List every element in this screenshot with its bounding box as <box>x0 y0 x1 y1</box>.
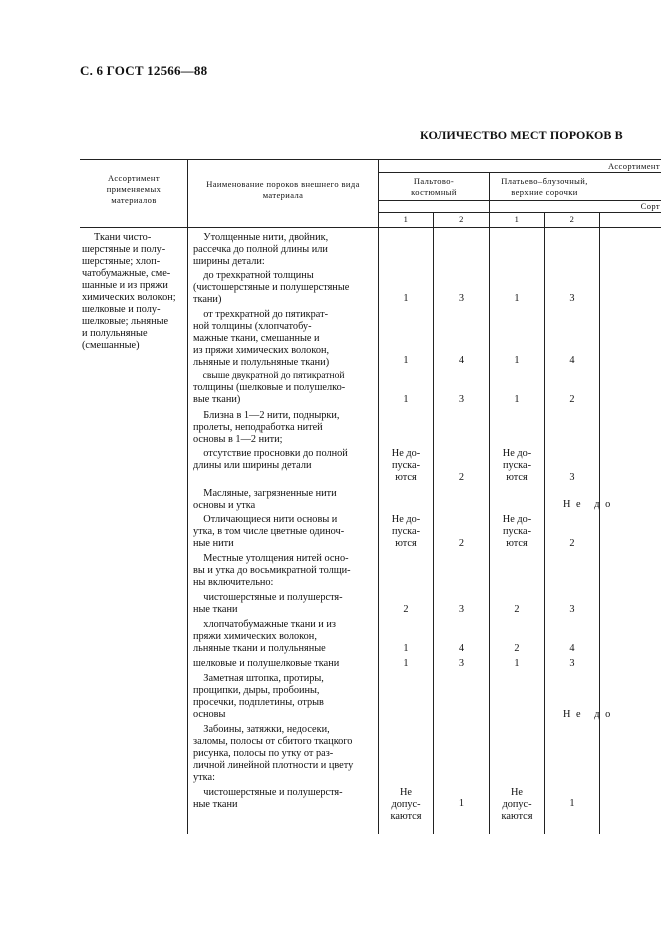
value-r8-c3: 1 <box>514 658 520 669</box>
head-assortment: Ассортимент <box>608 161 660 171</box>
head-grade-1a: 1 <box>403 214 409 224</box>
value-r4-c4: 3 <box>569 472 575 483</box>
value-r8-c2: 3 <box>458 658 465 669</box>
col-divider-1 <box>187 159 188 834</box>
value-r2-c4: 4 <box>569 355 575 366</box>
value-oily-not-allowed: Н е д о <box>563 499 612 510</box>
defect-triple-thickness: до трехкратной толщины (чистошерстяные и полушерстяные ткани) <box>193 270 350 305</box>
page-header: С. 6 ГОСТ 12566—88 <box>80 63 208 78</box>
table-top-rule <box>80 159 661 160</box>
head-grade-1b: 1 <box>514 214 520 224</box>
value-r4-c1: Не до- пуска- ются <box>391 448 421 483</box>
col-divider-2 <box>378 159 379 834</box>
value-r9-c3: Не допус- каются <box>501 787 533 822</box>
value-r2-c2: 4 <box>458 355 465 366</box>
value-r9-c1: Не допус- каются <box>390 787 422 822</box>
value-r6-c3: 2 <box>514 604 520 615</box>
defect-darn: Заметная штопка, протиры, прощипки, дыры, пробоины, просечки, подплетины, отрыв основы <box>193 673 324 720</box>
value-r1-c1: 1 <box>403 293 409 304</box>
value-r1-c4: 3 <box>569 293 575 304</box>
defect-silk-thickness: свыше двукратной до пятикратной толщины (шелковые и полушелко- вые ткани) <box>193 370 346 405</box>
value-r4-c2: 2 <box>458 472 465 483</box>
value-r5-c1: Не до- пуска- ются <box>391 514 421 549</box>
defect-zaboiny: Забоины, затяжки, недосеки, заломы, полосы от сбитого ткацкого рисунка, полосы по утку от раз- личной линейной плотности и цвету утка: <box>193 724 354 783</box>
col-divider-3 <box>433 212 434 834</box>
defect-thick-threads: Утолщенные нити, двойник, рассечка до полной длины или ширины детали: <box>193 232 329 267</box>
value-r7-c3: 2 <box>514 643 520 654</box>
value-r7-c2: 4 <box>458 643 465 654</box>
col-divider-6 <box>599 212 600 834</box>
value-r9-c2: 1 <box>458 798 465 809</box>
defect-prosnovka: отсутствие просновки до полной длины или ширины детали <box>193 448 348 471</box>
head-sort: Сорт <box>640 201 660 211</box>
head-dress-blouse: Платьево–блузочный, верхние сорочки <box>501 176 588 197</box>
defect-wool-zaboiny: чистошерстяные и полушерстя- ные ткани <box>193 787 343 810</box>
col-divider-5 <box>544 212 545 834</box>
head-coat-suit: Пальтово- костюмный <box>411 176 457 197</box>
value-r5-c2: 2 <box>458 538 465 549</box>
defect-cotton-fabrics: хлопчатобумажные ткани и из пряжи химических волокон, льняные ткани и полульняные <box>193 619 336 654</box>
defect-local-thickening: Местные утолщения нитей осно- вы и утка до восьмикратной толщи- ны включительно: <box>193 553 351 588</box>
table-title: КОЛИЧЕСТВО МЕСТ ПОРОКОВ В <box>420 128 623 142</box>
defect-five-thickness: от трехкратной до пятикрат- ной толщины (хлопчатобу- мажные ткани, смешанные и из пряжи химических волокон, льняные и полульняные ткани) <box>193 309 330 368</box>
head-nums-rule <box>378 212 661 213</box>
value-r3-c2: 3 <box>458 394 465 405</box>
defect-silk-fabrics: шелковые и полушелковые ткани <box>193 658 340 669</box>
value-r2-c3: 1 <box>514 355 520 366</box>
defect-different-threads: Отличающиеся нити основы и утка, в том числе цветные одиноч- ные нити <box>193 514 345 549</box>
value-r8-c1: 1 <box>403 658 409 669</box>
value-r3-c1: 1 <box>403 394 409 405</box>
value-r1-c2: 3 <box>458 293 465 304</box>
value-r8-c4: 3 <box>569 658 575 669</box>
value-r5-c3: Не до- пуска- ются <box>502 514 532 549</box>
value-darn-not-allowed: Н е д о <box>563 709 612 720</box>
value-r6-c1: 2 <box>403 604 409 615</box>
head-assortment-materials: Ассортимент применяемых материалов <box>106 173 162 205</box>
value-r6-c4: 3 <box>569 604 575 615</box>
col-divider-4 <box>489 172 490 834</box>
value-r3-c3: 1 <box>514 394 520 405</box>
value-r1-c3: 1 <box>514 293 520 304</box>
materials-cell: Ткани чисто- шерстяные и полу- шерстяные; хлоп- чатобумажные, сме- шанные и из пряжи химических волокон; шелковые и полу- шелковые; льняные и полульняные (смешанные) <box>82 232 176 351</box>
defect-wool-fabrics: чистошерстяные и полушерстя- ные ткани <box>193 592 343 615</box>
value-r3-c4: 2 <box>569 394 575 405</box>
value-r7-c4: 4 <box>569 643 575 654</box>
head-bottom-rule <box>80 227 661 228</box>
defect-oily-threads: Масляные, загрязненные нити основы и утка <box>193 488 337 511</box>
head-grade-2a: 2 <box>459 214 464 224</box>
value-r9-c4: 1 <box>569 798 575 809</box>
head-grade-2b: 2 <box>569 214 575 224</box>
value-r6-c2: 3 <box>458 604 465 615</box>
value-r2-c1: 1 <box>403 355 409 366</box>
defect-blizna: Близна в 1—2 нити, поднырки, пролеты, неподработка нитей основы в 1—2 нити; <box>193 410 340 445</box>
head-assortment-rule <box>378 172 661 173</box>
value-r7-c1: 1 <box>403 643 409 654</box>
head-defect-names: Наименование пороков внешнего вида материала <box>206 179 360 200</box>
value-r4-c3: Не до- пуска- ются <box>502 448 532 483</box>
value-r5-c4: 2 <box>569 538 575 549</box>
